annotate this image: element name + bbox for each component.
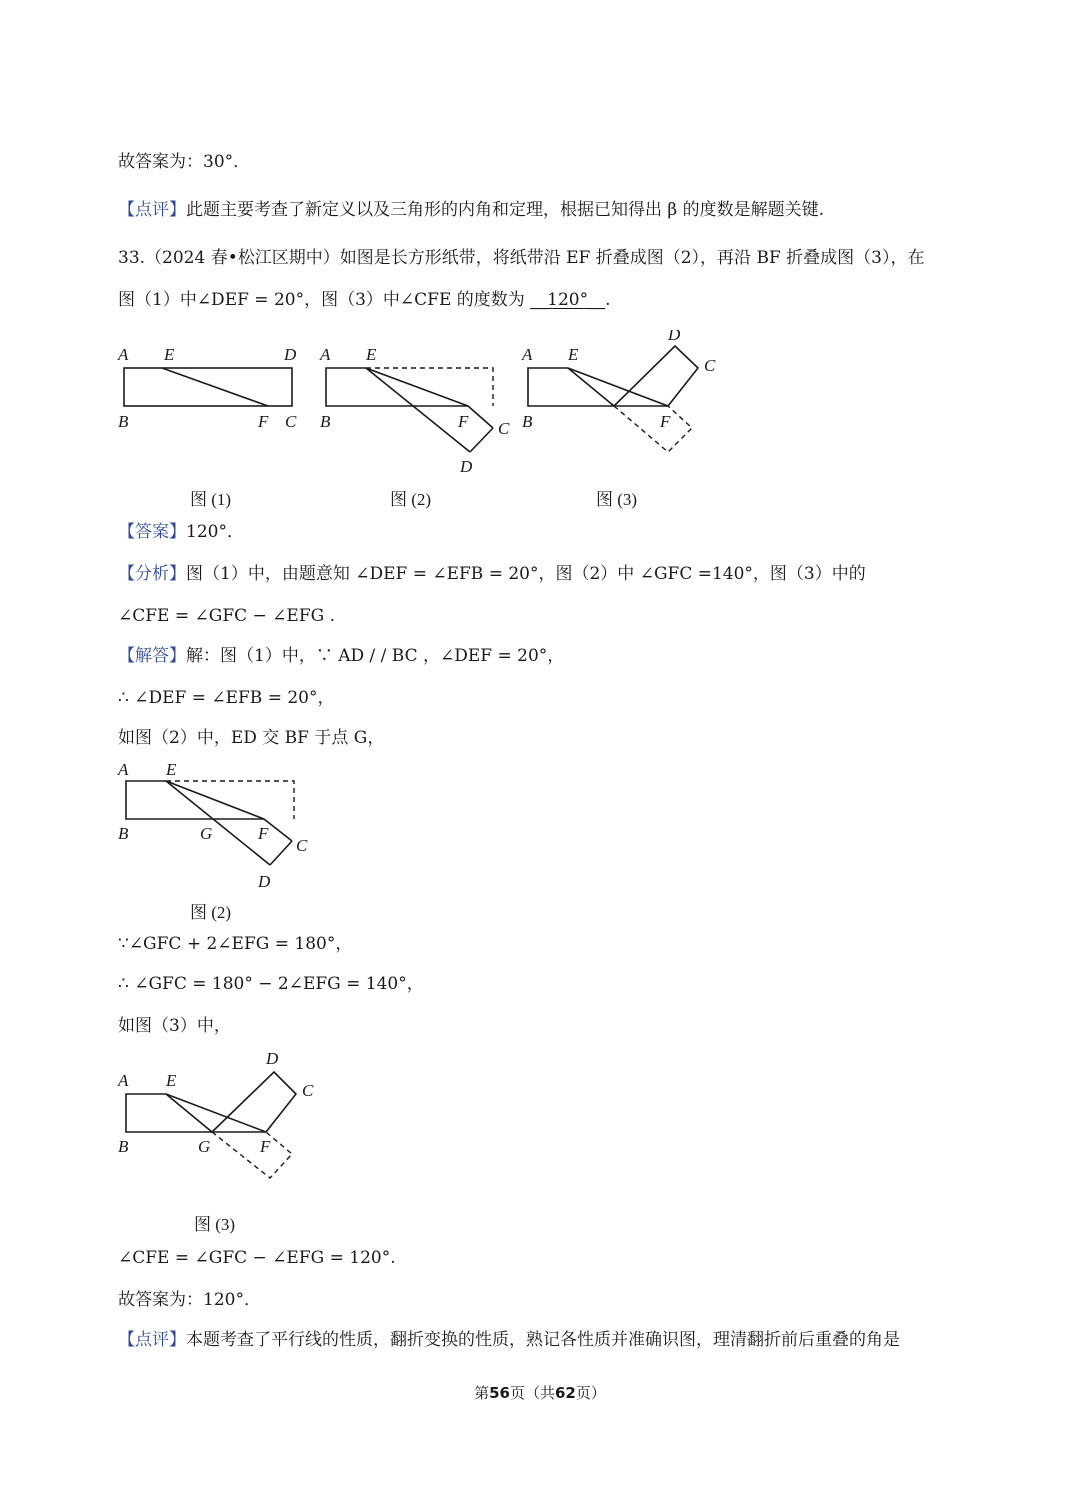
- solution-text: 解：图（1）中，∵ AD / / BC ，∠DEF = 20°，: [186, 646, 565, 666]
- review-text: 此题主要考查了新定义以及三角形的内角和定理，根据已知得出 β 的度数是解题关键.: [186, 200, 825, 220]
- review-tag: 【点评】: [118, 200, 186, 220]
- solution-figure-2-caption: 图 (2): [190, 903, 232, 922]
- label-F: F: [258, 824, 269, 843]
- page-footer: [0, 1382, 1080, 1403]
- label-F: F: [260, 1137, 271, 1156]
- label-C: C: [296, 836, 308, 855]
- solution-line2: ∴ ∠DEF = ∠EFB = 20°，: [118, 688, 335, 708]
- answer-line: [118, 520, 244, 544]
- label-A: A: [118, 760, 129, 779]
- top-figures: [110, 330, 730, 480]
- solution-figure-3-caption: 图 (3): [194, 1215, 236, 1234]
- label-B: B: [522, 412, 533, 431]
- label-D: D: [668, 330, 681, 344]
- label-F: F: [458, 412, 469, 431]
- figure-2-caption: 图 (2): [390, 490, 432, 509]
- label-G: G: [200, 824, 213, 843]
- figure-3-caption: 图 (3): [596, 490, 638, 509]
- label-D: D: [258, 872, 271, 891]
- footer-total-pages: 62: [555, 1384, 576, 1402]
- label-A: A: [118, 1071, 129, 1090]
- label-E: E: [366, 345, 377, 364]
- analysis-line1: [118, 562, 866, 586]
- solution-tag: 【解答】: [118, 646, 186, 666]
- question-33-line2: [118, 288, 611, 312]
- analysis-text: 图（1）中，由题意知 ∠DEF = ∠EFB = 20°，图（2）中 ∠GFC =140°，图（3）中的: [186, 564, 866, 584]
- label-B: B: [118, 412, 129, 431]
- label-E: E: [166, 760, 177, 779]
- label-E: E: [166, 1071, 177, 1090]
- footer-prefix: 第: [474, 1384, 490, 1402]
- solution-line3: 如图（2）中，ED 交 BF 于点 G，: [118, 728, 385, 748]
- review-line-previous: [118, 198, 824, 222]
- review-tag: 【点评】: [118, 1330, 186, 1350]
- solution-line4: ∵∠GFC + 2∠EFG = 180°，: [118, 934, 353, 954]
- question-33-end: .: [605, 290, 611, 310]
- footer-suffix: 页）: [575, 1384, 606, 1402]
- label-B: B: [118, 1137, 129, 1156]
- label-E: E: [568, 345, 579, 364]
- label-E: E: [164, 345, 175, 364]
- review-text: 本题考查了平行线的性质，翻折变换的性质，熟记各性质并准确识图，理清翻折前后重叠的角是: [186, 1330, 900, 1350]
- review-line: [118, 1328, 900, 1352]
- final-answer-line: 故答案为：120°．: [118, 1290, 261, 1310]
- label-B: B: [320, 412, 331, 431]
- figure-1-diagram: [117, 345, 297, 431]
- label-C: C: [704, 356, 716, 375]
- figure-1-caption: 图 (1): [190, 490, 232, 509]
- label-F: F: [258, 412, 269, 431]
- footer-middle: 页（共: [509, 1384, 555, 1402]
- answer-text: 120°．: [186, 522, 244, 542]
- question-33-text: 图（1）中∠DEF = 20°，图（3）中∠CFE 的度数为: [118, 290, 531, 310]
- label-F: F: [660, 412, 671, 431]
- label-C: C: [302, 1081, 314, 1100]
- solution-line1: [118, 644, 564, 668]
- figure-2-diagram: [319, 345, 510, 476]
- solution-line5: ∴ ∠GFC = 180° − 2∠EFG = 140°，: [118, 974, 424, 994]
- label-A: A: [320, 345, 331, 364]
- footer-page-number: 56: [489, 1384, 510, 1402]
- answer-line-previous: 故答案为：30°．: [118, 152, 251, 172]
- analysis-tag: 【分析】: [118, 564, 186, 584]
- solution-figure-2: [110, 755, 330, 895]
- answer-tag: 【答案】: [118, 522, 186, 542]
- label-B: B: [118, 824, 129, 843]
- question-33-line1: 33.（2024 春•松江区期中）如图是长方形纸带，将纸带沿 EF 折叠成图（2），再沿 BF 折叠成图（3），在: [118, 248, 925, 268]
- solution-figure-3: [110, 1044, 340, 1189]
- label-D: D: [284, 345, 297, 364]
- question-33-blank: __120°__: [530, 290, 606, 310]
- label-C: C: [498, 419, 510, 438]
- figure-3-diagram: [521, 330, 716, 452]
- label-C: C: [285, 412, 297, 431]
- analysis-line2: ∠CFE = ∠GFC − ∠EFG .: [118, 606, 336, 626]
- solution-line7: ∠CFE = ∠GFC − ∠EFG = 120°.: [118, 1248, 396, 1268]
- solution-line6: 如图（3）中，: [118, 1016, 231, 1036]
- label-A: A: [118, 345, 129, 364]
- label-G: G: [198, 1137, 211, 1156]
- label-A: A: [522, 345, 533, 364]
- label-D: D: [266, 1049, 279, 1068]
- label-D: D: [460, 457, 473, 476]
